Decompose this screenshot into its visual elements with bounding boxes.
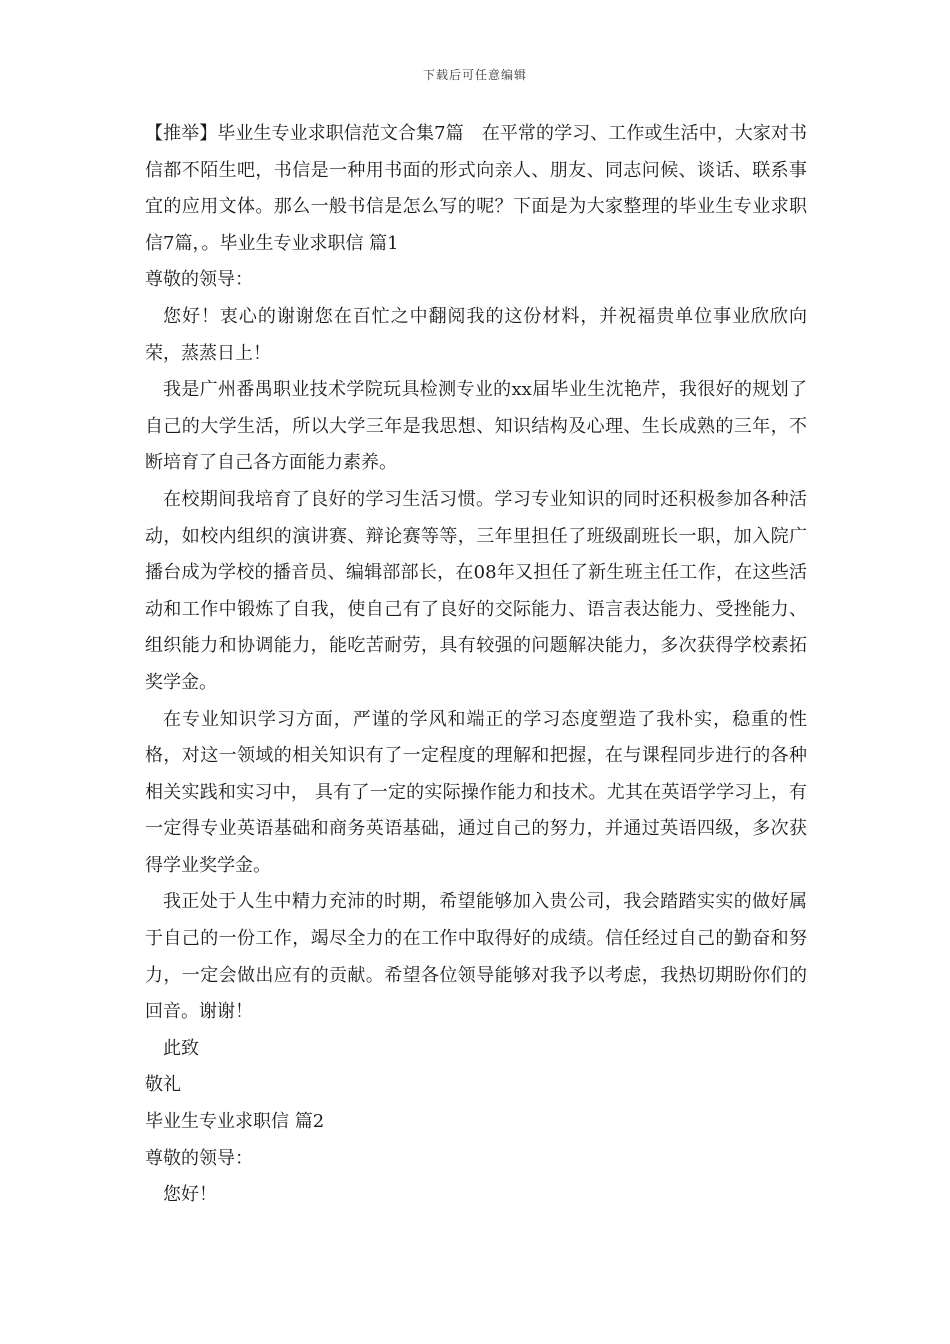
greeting-paragraph: 您好！衷心的谢谢您在百忙之中翻阅我的这份材料，并祝福贵单位事业欣欣向荣，蒸蒸日上！ (145, 305, 807, 364)
intro-paragraph: 【推举】毕业生专业求职信范文合集7篇 在平常的学习、工作或生活中，大家对书信都不陌生吧，书信是一种用书面的形式向亲人、朋友、同志问候、谈话、联系事宜的应用文体。那么一般书信是怎么写的呢？下面是为大家整理的毕业生专业求职信7篇，。毕业生专业求职信 篇1 (145, 123, 807, 254)
greeting-2: 您好！ (163, 1184, 217, 1206)
salutation-2: 尊敬的领导： (145, 1147, 253, 1169)
closing-jingli: 敬礼 (145, 1074, 181, 1096)
closing-cizhi: 此致 (163, 1037, 199, 1059)
document-body (145, 116, 807, 1214)
professional-study-paragraph: 在专业知识学习方面，严谨的学风和端正的学习态度塑造了我朴实，稳重的性格，对这一领域的相关知识有了一定程度的理解和把握，在与课程同步进行的各种相关实践和实习中， 具有了一定的实际操作能力和技术。尤其在英语学学习上，有一定得专业英语基础和商务英语基础，通过自己的努力，并通过英语四级，多次获得学业奖学金。 (145, 708, 807, 876)
closing-paragraph: 我正处于人生中精力充沛的时期，希望能够加入贵公司，我会踏踏实实的做好属于自己的一份工作，竭尽全力的在工作中取得好的成绩。信任经过自己的勤奋和努力，一定会做出应有的贡献。希望各位领导能够对我予以考虑，我热切期盼你们的回音。谢谢！ (145, 891, 807, 1023)
self-intro-paragraph: 我是广州番禺职业技术学院玩具检测专业的xx届毕业生沈艳芹，我很好的规划了自己的大学生活，所以大学三年是我思想、知识结构及心理、生长成熟的三年，不断培育了自己各方面能力素养。 (145, 379, 807, 474)
salutation: 尊敬的领导： (145, 269, 253, 291)
school-activities-paragraph: 在校期间我培育了良好的学习生活习惯。学习专业知识的同时还积极参加各种活动，如校内组织的演讲赛、辩论赛等等，三年里担任了班级副班长一职，加入院广播台成为学校的播音员、编辑部部长，在08年又担任了新生班主任工作，在这些活动和工作中锻炼了自我，使自己有了良好的交际能力、语言表达能力、受挫能力、组织能力和协调能力，能吃苦耐劳，具有较强的问题解决能力，多次获得学校素拓奖学金。 (145, 488, 807, 693)
page-header-note: 下载后可任意编辑 (422, 68, 527, 82)
section-heading-2: 毕业生专业求职信 篇2 (145, 1111, 325, 1133)
